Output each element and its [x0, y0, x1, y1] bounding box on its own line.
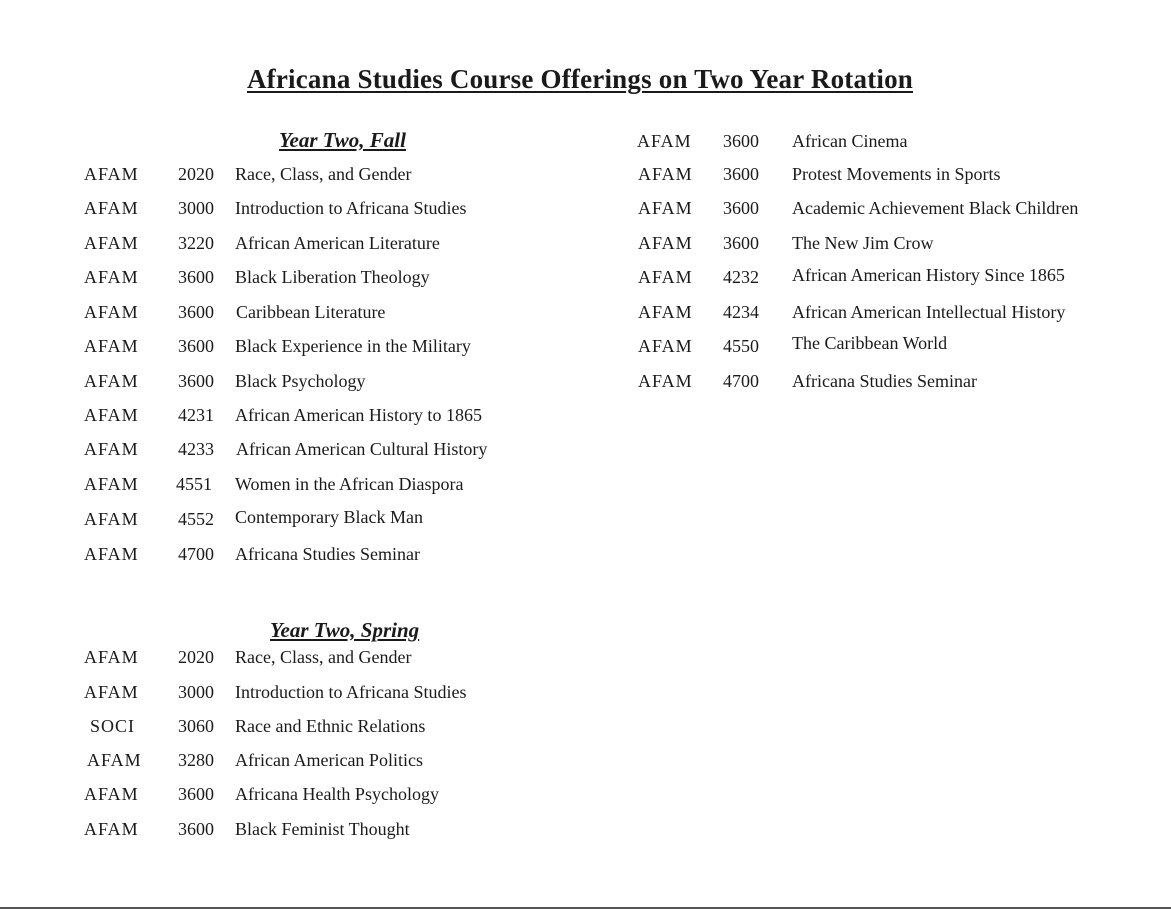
course-title: Caribbean Literature	[236, 302, 386, 322]
document-title: Africana Studies Course Offerings on Two Year Rotation	[246, 64, 914, 94]
course-dept: AFAM	[84, 405, 139, 425]
course-dept: AFAM	[637, 131, 692, 151]
course-dept: SOCI	[90, 716, 136, 736]
course-number: 3060	[178, 716, 214, 736]
course-number: 4700	[178, 544, 214, 564]
course-dept: AFAM	[638, 371, 693, 391]
course-dept: AFAM	[84, 474, 139, 494]
course-number: 3600	[178, 267, 214, 287]
course-number: 4550	[723, 336, 759, 356]
course-number: 4551	[176, 474, 212, 494]
course-dept: AFAM	[638, 302, 693, 322]
course-number: 3600	[178, 819, 214, 839]
course-title: Academic Achievement Black Children	[792, 198, 1079, 218]
course-number: 3600	[723, 131, 759, 151]
course-number: 3000	[178, 682, 214, 702]
course-title: African American Intellectual History	[792, 302, 1066, 322]
course-number: 2020	[178, 164, 214, 184]
course-dept: AFAM	[84, 647, 139, 667]
course-title: Africana Health Psychology	[235, 784, 439, 804]
course-title: Race, Class, and Gender	[235, 164, 412, 184]
course-title: Race and Ethnic Relations	[235, 716, 426, 736]
fall-heading: Year Two, Fall	[279, 128, 406, 152]
course-dept: AFAM	[84, 336, 139, 356]
course-number: 4234	[723, 302, 759, 322]
course-number: 3600	[723, 198, 759, 218]
course-title: The New Jim Crow	[792, 233, 934, 253]
course-title: Africana Studies Seminar	[235, 544, 420, 564]
course-dept: AFAM	[84, 164, 139, 184]
course-title: African Cinema	[792, 131, 908, 151]
course-number: 4233	[178, 439, 214, 459]
course-number: 3600	[178, 371, 214, 391]
course-title: Women in the African Diaspora	[235, 474, 464, 494]
course-title: Africana Studies Seminar	[792, 371, 977, 391]
course-dept: AFAM	[84, 784, 139, 804]
course-title: African American History to 1865	[235, 405, 482, 425]
course-dept: AFAM	[84, 371, 139, 391]
course-title: Black Psychology	[235, 371, 366, 391]
course-title: African American History Since 1865	[792, 265, 1065, 285]
spring-heading: Year Two, Spring	[270, 618, 420, 642]
course-number: 3600	[178, 302, 214, 322]
course-dept: AFAM	[638, 198, 693, 218]
course-title: Introduction to Africana Studies	[235, 198, 467, 218]
course-number: 4232	[723, 267, 759, 287]
course-title: Black Experience in the Military	[235, 336, 471, 356]
course-title: African American Politics	[235, 750, 423, 770]
course-dept: AFAM	[84, 819, 139, 839]
course-number: 3000	[178, 198, 214, 218]
course-number: 3220	[178, 233, 214, 253]
course-dept: AFAM	[84, 544, 139, 564]
course-number: 3600	[178, 784, 214, 804]
course-number: 2020	[178, 647, 214, 667]
course-title: Black Liberation Theology	[235, 267, 430, 287]
course-title: African American Cultural History	[236, 439, 488, 459]
course-title: The Caribbean World	[792, 333, 948, 353]
course-dept: AFAM	[84, 682, 139, 702]
course-dept: AFAM	[84, 302, 139, 322]
course-number: 4700	[723, 371, 759, 391]
course-title: Protest Movements in Sports	[792, 164, 1001, 184]
course-dept: AFAM	[638, 233, 693, 253]
course-dept: AFAM	[638, 267, 693, 287]
course-title: Contemporary Black Man	[235, 507, 423, 527]
course-title: Black Feminist Thought	[235, 819, 410, 839]
course-number: 3600	[723, 233, 759, 253]
course-number: 4231	[178, 405, 214, 425]
course-title: Race, Class, and Gender	[235, 647, 412, 667]
course-dept: AFAM	[84, 509, 139, 529]
course-dept: AFAM	[84, 267, 139, 287]
course-title: African American Literature	[235, 233, 440, 253]
course-number: 3600	[178, 336, 214, 356]
course-dept: AFAM	[84, 439, 139, 459]
course-dept: AFAM	[87, 750, 142, 770]
course-number: 4552	[178, 509, 214, 529]
course-number: 3600	[723, 164, 759, 184]
course-dept: AFAM	[84, 198, 139, 218]
course-dept: AFAM	[84, 233, 139, 253]
course-dept: AFAM	[638, 164, 693, 184]
course-number: 3280	[178, 750, 214, 770]
course-title: Introduction to Africana Studies	[235, 682, 467, 702]
course-dept: AFAM	[638, 336, 693, 356]
